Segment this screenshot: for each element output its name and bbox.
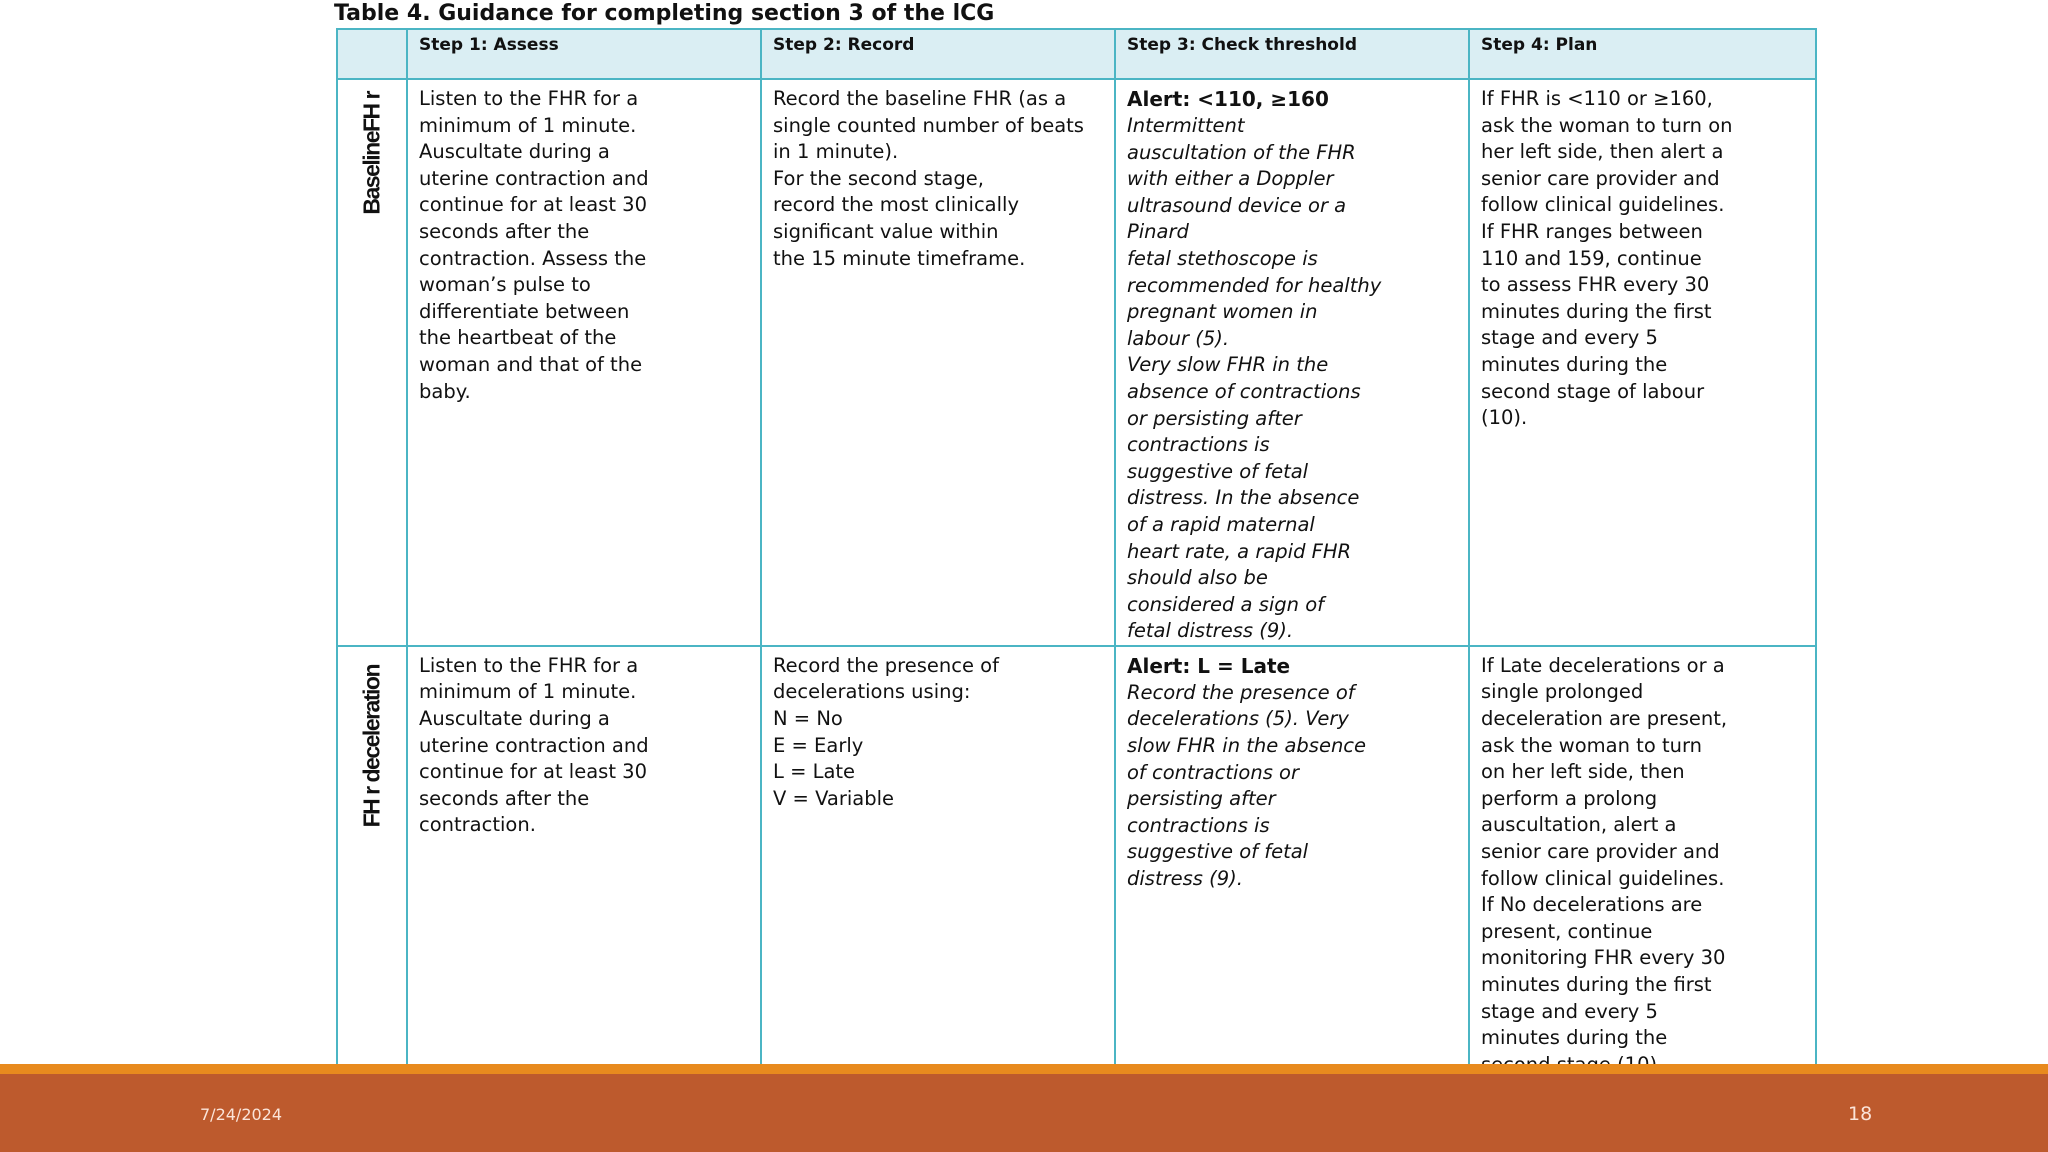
table-title: Table 4. Guidance for completing section 3 of the lCG: [334, 1, 995, 26]
header-step-1: Step 1: Assess: [407, 29, 761, 79]
cell-threshold: [1115, 646, 1469, 1080]
header-step-3: Step 3: Check threshold: [1115, 29, 1469, 79]
row-label-fhr-deceleration: FH r deceleration: [358, 664, 385, 828]
assess-text: Listen to the FHR for a minimum of 1 minute. Auscultate during a uterine contraction and continue for at least 30 seconds after the contraction. Assess the woman’s pulse to differentiate between the heartbeat of the woman and that of the baby.: [419, 87, 649, 403]
threshold-alert: Alert: L = Late: [1127, 653, 1291, 678]
record-text: Record the presence of decelerations using: N = No E = Early L = Late V = Variable: [773, 653, 999, 810]
row-label-cell: [337, 646, 407, 1080]
cell-assess: [407, 79, 761, 646]
cell-record: [761, 646, 1115, 1080]
cell-threshold: [1115, 79, 1469, 646]
table-row: [337, 646, 1816, 1080]
footer-accent-line: [0, 1064, 2048, 1074]
row-label-baseline-fhr: BaselineFH r: [358, 92, 385, 215]
footer-bar: [0, 1074, 2048, 1152]
page-number: 18: [1848, 1103, 1873, 1125]
threshold-alert: Alert: <110, ≥160: [1127, 87, 1329, 111]
header-step-2: Step 2: Record: [761, 29, 1115, 79]
assess-text: Listen to the FHR for a minimum of 1 minute. Auscultate during a uterine contraction and continue for at least 30 seconds after the contraction.: [419, 653, 649, 837]
header-empty: [337, 29, 407, 79]
record-text: Record the baseline FHR (as a single counted number of beats in 1 minute). For the second stage, record the most clinically significant value within the 15 minute timeframe.: [773, 87, 1084, 270]
cell-plan: [1469, 79, 1816, 646]
guidance-table: [336, 28, 1817, 1081]
table-header-row: [337, 29, 1816, 79]
threshold-detail: Intermittent auscultation of the FHR with either a Doppler ultrasound device or a Pinard fetal stethoscope is recommended for healthy pregnant women in labour (5). Very slow FHR in the absence of contractions or persisting after contractions is suggestive of fetal distress. In the absence of a rapid maternal heart rate, a rapid FHR should also be considered a sign of fetal distress (9).: [1127, 114, 1382, 643]
footer-date: 7/24/2024: [200, 1105, 283, 1124]
plan-text: If Late decelerations or a single prolonged deceleration are present, ask the woman to turn on her left side, then perform a prolong auscultation, alert a senior care provider and follow clinical guidelines. If No decelerations are present, continue monitoring FHR every 30 minutes during the first stage and every 5 minutes during the: [1481, 653, 1728, 1050]
cell-record: [761, 79, 1115, 646]
cell-plan: [1469, 646, 1816, 1080]
row-label-cell: [337, 79, 407, 646]
cell-assess: [407, 646, 761, 1080]
table-row: [337, 79, 1816, 646]
threshold-detail: Record the presence of decelerations (5). Very slow FHR in the absence of contractions or persisting after contractions is suggestive of fetal distress (9).: [1127, 680, 1367, 891]
header-step-4: Step 4: Plan: [1469, 29, 1816, 79]
plan-text: If FHR is <110 or ≥160, ask the woman to turn on her left side, then alert a senior care provider and follow clinical guidelines. If FHR ranges between 110 and 159, continue to assess FHR every 30 minutes during the first stage and every 5 minutes during the second stage of labour (10).: [1481, 87, 1733, 430]
